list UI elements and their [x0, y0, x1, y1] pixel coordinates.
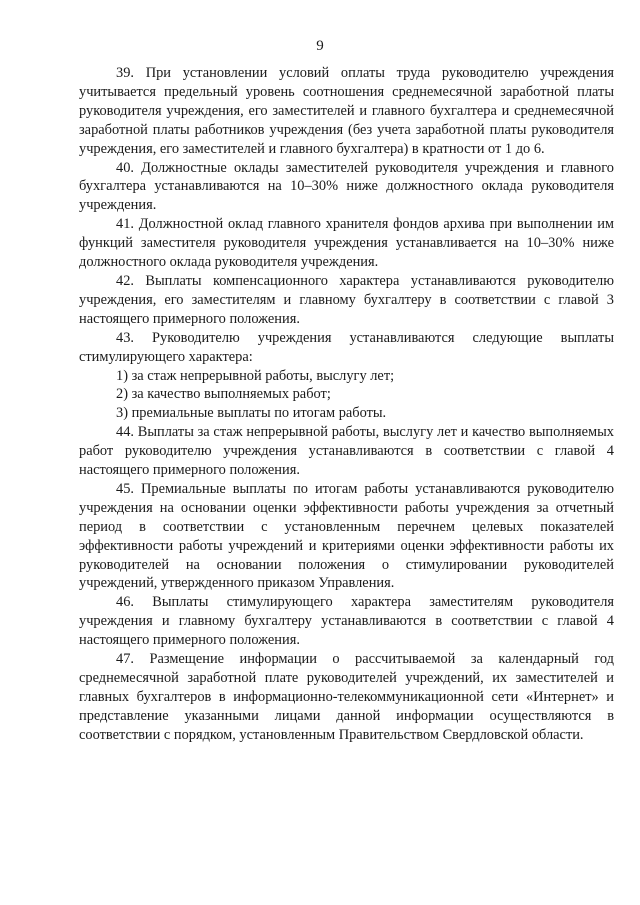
- paragraph-42: 42. Выплаты компенсационного характера устанавливаются руководителю учреждения, его заместителям и главному бухгалтеру в соответствии с главой 3 настоящего примерного положения.: [79, 272, 614, 327]
- document-body: [79, 64, 614, 745]
- paragraph-47: 47. Размещение информации о рассчитываемой за календарный год среднемесячной заработной плате руководителей учреждений, их заместителей и главных бухгалтеров в информационно-телекоммуникационной сети «Интернет» и представление указанными лицами данной информации осуществляются в соответствии с порядком, установленным Правительством Свердловской области.: [79, 651, 614, 743]
- paragraph-44: 44. Выплаты за стаж непрерывной работы, выслугу лет и качество выполняемых работ руководителю учреждения устанавливаются в соответствии с главой 4 настоящего примерного положения.: [79, 424, 614, 479]
- list-item-3: 3) премиальные выплаты по итогам работы.: [116, 405, 387, 422]
- page-number: 9: [316, 38, 324, 54]
- paragraph-46: 46. Выплаты стимулирующего характера заместителям руководителя учреждения и главному бухгалтеру устанавливаются в соответствии с главой 4 настоящего примерного положения.: [79, 594, 614, 649]
- list-item-1: 1) за стаж непрерывной работы, выслугу лет;: [116, 367, 395, 384]
- paragraph-40: 40. Должностные оклады заместителей руководителя учреждения и главного бухгалтера устанавливаются на 10–30% ниже должностного оклада руководителя учреждения.: [79, 159, 614, 214]
- paragraph-41: 41. Должностной оклад главного хранителя фондов архива при выполнении им функций заместителя руководителя учреждения устанавливается на 10–30% ниже должностного оклада руководителя учреждения.: [79, 216, 614, 271]
- list-item-2: 2) за качество выполняемых работ;: [116, 386, 331, 403]
- paragraph-45: 45. Премиальные выплаты по итогам работы устанавливаются руководителю учреждения на основании оценки эффективности работы учреждения за отчетный период в соответствии с установленным перечнем целевых показателей эффективности работы учреждений и критериями оценки эффективности работы их руководителей на основании положения о стимулировании руководителей учреждений, утвержденного приказом Управления.: [79, 480, 614, 592]
- paragraph-39: 39. При установлении условий оплаты труда руководителю учреждения учитывается предельный уровень соотношения среднемесячной заработной платы руководителя учреждения, его заместителей и главного бухгалтера и среднемесячной заработной платы работников учреждения (без учета заработной платы руководителя учреждения, его заместителей и главного бухгалтера) в кратности от 1 до 6.: [79, 65, 614, 157]
- paragraph-43: 43. Руководителю учреждения устанавливаются следующие выплаты стимулирующего характера:: [79, 329, 614, 365]
